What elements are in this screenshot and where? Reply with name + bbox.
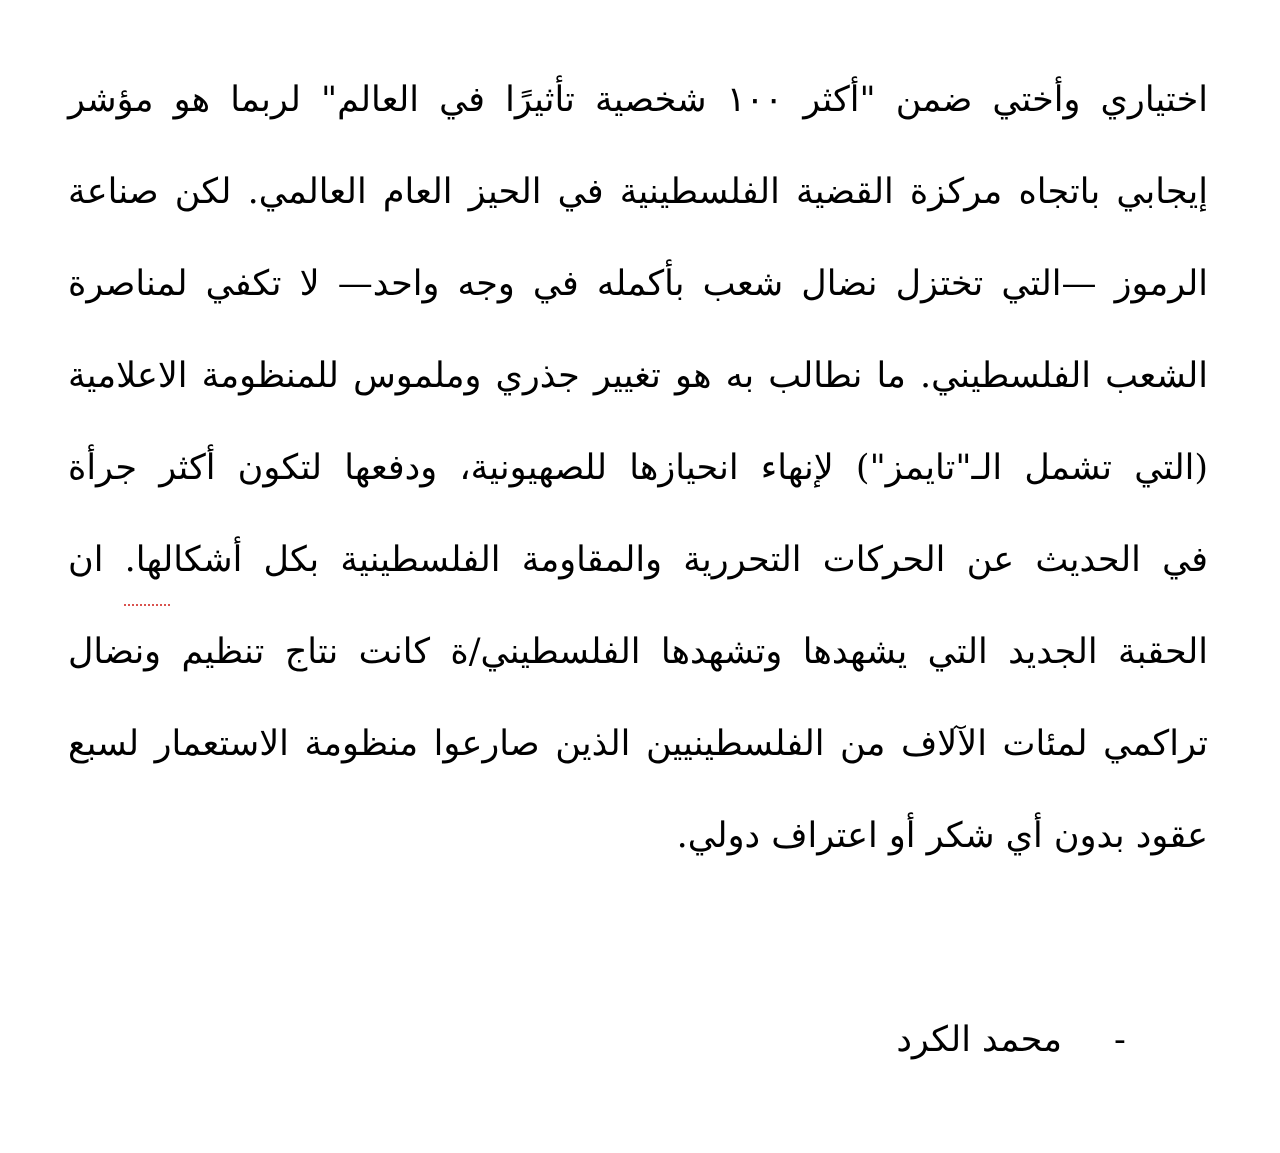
- text-line: اختياري وأختي ضمن "أكثر ١٠٠ شخصية تأثيرًا في العالم" لربما هو مؤشر: [68, 80, 1208, 120]
- text-line: تراكمي لمئات الآلاف من الفلسطينيين الذين صارعوا منظومة الاستعمار لسبع: [68, 724, 1208, 764]
- spellcheck-underline: [124, 604, 170, 606]
- text-line: (التي تشمل الـ"تايمز") لإنهاء انحيازها للصهيونية، ودفعها لتكون أكثر جرأة: [68, 448, 1208, 488]
- text-line: في الحديث عن الحركات التحررية والمقاومة الفلسطينية بكل أشكالها. ان: [68, 540, 1208, 580]
- text-line: الحقبة الجديد التي يشهدها وتشهدها الفلسطيني/ة كانت نتاج تنظيم ونضال: [68, 632, 1208, 672]
- text-line: عقود بدون أي شكر أو اعتراف دولي.: [676, 816, 1208, 856]
- text-line: الرموز —التي تختزل نضال شعب بأكمله في وجه واحد— لا تكفي لمناصرة: [68, 264, 1208, 304]
- text-line: الشعب الفلسطيني. ما نطالب به هو تغيير جذري وملموس للمنظومة الاعلامية: [68, 356, 1208, 396]
- body-paragraph: [68, 64, 1208, 892]
- signature-dash: -: [1114, 1020, 1126, 1060]
- signature-name: محمد الكرد: [896, 1020, 1062, 1060]
- text-line: إيجابي باتجاه مركزة القضية الفلسطينية في الحيز العام العالمي. لكن صناعة: [68, 172, 1208, 212]
